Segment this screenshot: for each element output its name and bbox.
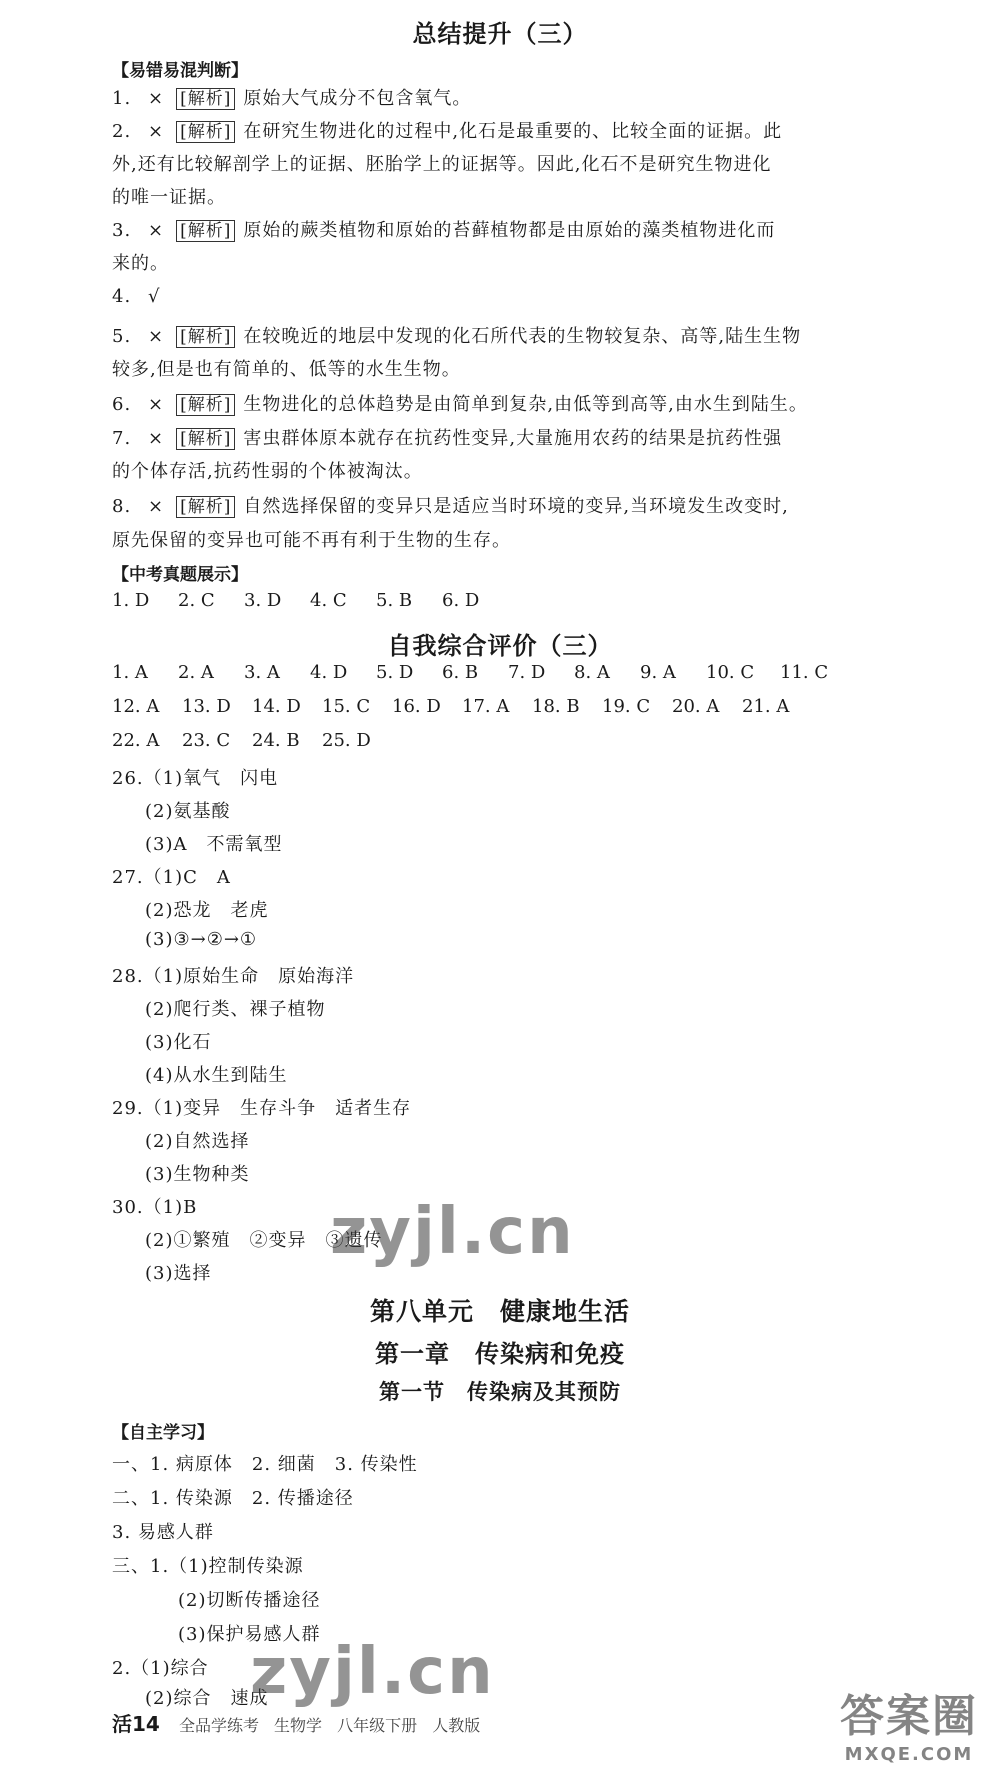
zizhu-line-1: 一、1. 病原体 2. 细菌 3. 传染性 [112,1454,418,1475]
q27-part1: 27.（1)C A [112,867,231,888]
footer-grade: 八年级下册 [337,1716,418,1735]
yicuo-item-2-line3: 的唯一证据。 [112,187,226,208]
q28-part3: (3)化石 [145,1032,212,1053]
chapter-title: 第一章 传染病和免疫 [375,1340,625,1368]
q27-part3: (3)③→②→① [145,929,258,950]
footer-edition: 人教版 [432,1716,481,1735]
q28-part1: 28.（1)原始生命 原始海洋 [112,966,355,987]
yicuo-item-4: 4. √ [112,286,161,307]
zizhu-line-8: (2)综合 速成 [145,1688,269,1709]
eval-row-2: 12. A 13. D 14. D 15. C 16. D 17. A 18. B 19. C 20. A 21. A [112,696,790,717]
q30-part3: (3)选择 [145,1263,212,1284]
zizhu-line-7: 2.（1)综合 [112,1658,209,1679]
q29-part2: (2)自然选择 [145,1131,250,1152]
yicuo-item-3-line2: 来的。 [112,253,169,274]
q29-part1: 29.（1)变异 生存斗争 适者生存 [112,1098,412,1119]
brand-logo [840,1680,978,1765]
brand-domain: MXQE.COM [844,1744,974,1765]
section-zizhu-label: 【自主学习】 [112,1423,214,1443]
section-yicuo-label: 【易错易混判断】 [112,61,248,81]
q26-part3: (3)A 不需氧型 [145,834,283,855]
yicuo-item-5: 5. × [解析] 在较晚近的地层中发现的化石所代表的生物较复杂、高等,陆生生物 [112,326,802,347]
watermark-top: zyjl.cn [330,1195,575,1269]
eval-row-1: 1. A 2. A 3. A 4. D 5. D 6. B 7. D 8. A 9. A 10. C 11. C [112,662,829,683]
q30-part2: (2)①繁殖 ②变异 ③遗传 [145,1230,383,1251]
brand-name: 答案圈 [840,1691,978,1742]
unit-title: 第八单元 健康地生活 [369,1297,630,1326]
section-title: 第一节 传染病及其预防 [379,1380,621,1404]
q28-part2: (2)爬行类、裸子植物 [145,999,326,1020]
footer-book: 全品学练考 [178,1716,259,1735]
eval-title: 自我综合评价（三） [387,632,613,660]
q30-part1: 30.（1)B [112,1197,198,1218]
yicuo-item-1: 1. × [解析] 原始大气成分不包含氧气。 [112,88,472,109]
q27-part2: (2)恐龙 老虎 [145,900,269,921]
page-footer [112,1708,490,1737]
zhongkao-answers: 1. D 2. C 3. D 4. C 5. B 6. D [112,590,480,611]
q26-part2: (2)氨基酸 [145,801,231,822]
yicuo-item-2: 2. × [解析] 在研究生物进化的过程中,化石是最重要的、比较全面的证据。此 [112,121,783,142]
page-number: 活14 [112,1712,160,1736]
section-zhongkao-label: 【中考真题展示】 [112,565,248,585]
yicuo-item-2-line2: 外,还有比较解剖学上的证据、胚胎学上的证据等。因此,化石不是研究生物进化 [112,154,772,175]
zizhu-line-3: 3. 易感人群 [112,1522,214,1543]
zizhu-line-6: (3)保护易感人群 [178,1624,321,1645]
footer-subject: 生物学 [274,1716,323,1735]
q29-part3: (3)生物种类 [145,1164,250,1185]
summary-title: 总结提升（三） [412,20,588,48]
yicuo-item-3: 3. × [解析] 原始的蕨类植物和原始的苔藓植物都是由原始的藻类植物进化而 [112,220,776,241]
watermark-bottom: zyjl.cn [250,1635,495,1709]
yicuo-item-8-line2: 原先保留的变异也可能不再有利于生物的生存。 [112,530,511,551]
yicuo-item-8: 8. × [解析] 自然选择保留的变异只是适应当时环境的变异,当环境发生改变时, [112,496,789,517]
yicuo-item-5-line2: 较多,但是也有简单的、低等的水生生物。 [112,359,461,380]
yicuo-item-6: 6. × [解析] 生物进化的总体趋势是由简单到复杂,由低等到高等,由水生到陆生。 [112,394,808,415]
zizhu-line-2: 二、1. 传染源 2. 传播途径 [112,1488,354,1509]
q26-part1: 26.（1)氧气 闪电 [112,768,279,789]
eval-row-3: 22. A 23. C 24. B 25. D [112,730,371,751]
zizhu-line-5: (2)切断传播途径 [178,1590,321,1611]
yicuo-item-7: 7. × [解析] 害虫群体原本就存在抗药性变异,大量施用农药的结果是抗药性强 [112,428,783,449]
yicuo-item-7-line2: 的个体存活,抗药性弱的个体被淘汰。 [112,461,423,482]
zizhu-line-4: 三、1.（1)控制传染源 [112,1556,304,1577]
q28-part4: (4)从水生到陆生 [145,1065,288,1086]
